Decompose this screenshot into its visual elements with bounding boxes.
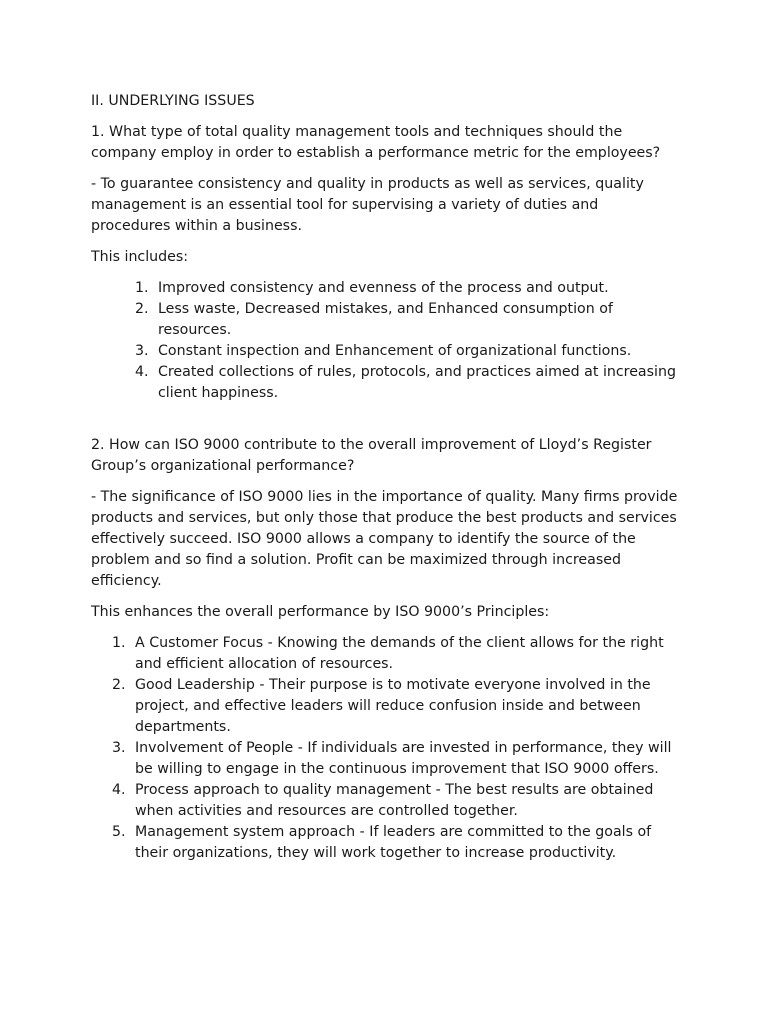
list-item: [135, 341, 681, 362]
list-item: [112, 738, 681, 780]
list-intro-2: This enhances the overall performance by ISO 9000’s Principles:: [91, 604, 550, 620]
list-item-text: A Customer Focus - Knowing the demands of the client allows for the right and efficient allocation of resources.: [135, 635, 664, 672]
list-item-text: Good Leadership - Their purpose is to motivate everyone involved in the project, and effective leaders will reduce confusion inside and between departments.: [135, 677, 651, 735]
list-number: 3.: [112, 740, 126, 756]
question-1: 1. What type of total quality management tools and techniques should the company employ in order to establish a performance metric for the employees?: [91, 124, 661, 161]
list-item-text: Constant inspection and Enhancement of organizational functions.: [158, 343, 632, 359]
list-item: [112, 675, 681, 738]
list-item: [135, 299, 681, 341]
answer-1: - To guarantee consistency and quality in products as well as services, quality management is an essential tool for supervising a variety of duties and procedures within a business.: [91, 176, 644, 234]
list-item-text: Involvement of People - If individuals are invested in performance, they will be willing to engage in the continuous improvement that ISO 9000 offers.: [135, 740, 672, 777]
list-number: 3.: [135, 343, 149, 359]
list-item-text: Created collections of rules, protocols, and practices aimed at increasing client happiness.: [158, 364, 676, 401]
list-number: 2.: [135, 301, 149, 317]
list-item-text: Improved consistency and evenness of the process and output.: [158, 280, 609, 296]
list-item: [112, 780, 681, 822]
list-number: 2.: [112, 677, 126, 693]
list-item: [112, 633, 681, 675]
list-item: [135, 362, 681, 404]
iso-principles-list: [91, 633, 681, 864]
list-item: [112, 822, 681, 864]
list-item-text: Process approach to quality management - The best results are obtained when activities and resources are controlled together.: [135, 782, 654, 819]
list-item: [135, 278, 681, 299]
list-number: 1.: [112, 635, 126, 651]
list-number: 4.: [112, 782, 126, 798]
list-number: 4.: [135, 364, 149, 380]
list-item-text: Less waste, Decreased mistakes, and Enhanced consumption of resources.: [158, 301, 613, 338]
section-heading: II. UNDERLYING ISSUES: [91, 93, 255, 109]
tqm-benefits-list: [91, 278, 681, 404]
list-intro-1: This includes:: [91, 249, 189, 265]
list-number: 5.: [112, 824, 126, 840]
list-number: 1.: [135, 280, 149, 296]
question-2: 2. How can ISO 9000 contribute to the overall improvement of Lloyd’s Register Group’s organizational performance?: [91, 437, 652, 474]
list-item-text: Management system approach - If leaders are committed to the goals of their organizations, they will work together to increase productivity.: [135, 824, 652, 861]
answer-2: - The significance of ISO 9000 lies in the importance of quality. Many firms provide products and services, but only those that produce the best products and services effectively succeed. ISO 9000 allows a company to identify the source of the problem and so find a solution. Profit can be maximized through increased efficiency.: [91, 489, 678, 589]
document-page: [91, 91, 681, 864]
